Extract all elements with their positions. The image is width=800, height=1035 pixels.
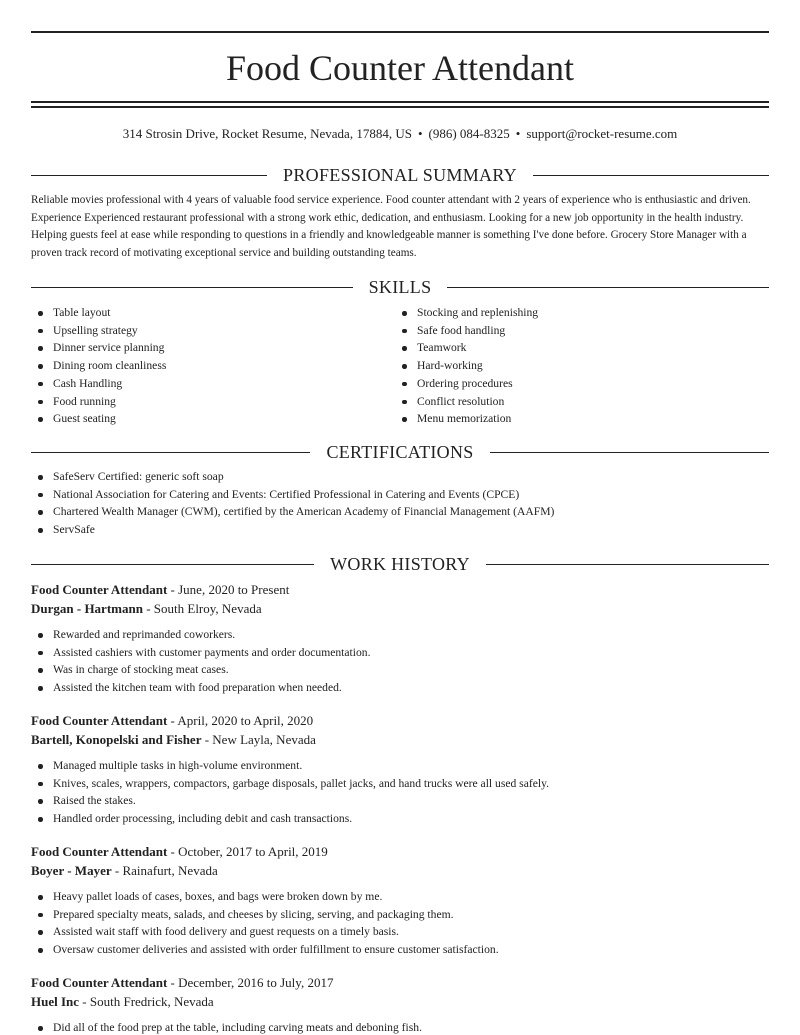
skill-item: Table layout: [31, 304, 391, 322]
job-company-line: [31, 731, 769, 750]
skills-list-left: [31, 304, 391, 428]
skill-item: Menu memorization: [395, 410, 769, 428]
job-bullet: Knives, scales, wrappers, compactors, garbage disposals, pallet jacks, and hand trucks were all used safely.: [31, 775, 769, 793]
job-company-line: [31, 862, 769, 881]
job-bullet: Assisted cashiers with customer payments and order documentation.: [31, 644, 769, 662]
section-header-skills: [31, 275, 769, 299]
skill-item: Teamwork: [395, 339, 769, 357]
job-location: - South Fredrick, Nevada: [79, 993, 214, 1009]
contact-email: support@rocket-resume.com: [526, 126, 678, 141]
job-entry: [31, 712, 769, 828]
skill-item: Safe food handling: [395, 322, 769, 340]
summary-text: Reliable movies professional with 4 years of valuable food service experience. Food counter attendant with 2 years of experience who is enthusiastic and driven. Experience Experienced restaurant professional with a strong work ethic, dedication, and enthusiasm. Looking for a new job opportunity in the health industry. Helping guests feel at ease while responding to questions in a friendly and knowledgeable manner is something I've done before. Grocery Store Manager with a proven track record of motivating exceptional service and building outstanding teams.: [31, 194, 751, 260]
certification-item: Chartered Wealth Manager (CWM), certified by the American Academy of Financial Management (AAFM): [31, 503, 769, 521]
job-location: - Rainafurt, Nevada: [111, 862, 218, 878]
skill-item: Food running: [31, 393, 391, 411]
section-rule: [486, 564, 769, 565]
job-bullet: Did all of the food prep at the table, including carving meats and deboning fish.: [31, 1019, 769, 1035]
job-bullets: [31, 1019, 769, 1035]
skill-item: Hard-working: [395, 357, 769, 375]
job-bullet: Handled order processing, including debit and cash transactions.: [31, 810, 769, 828]
certification-item: ServSafe: [31, 521, 769, 539]
top-rule: [31, 31, 769, 33]
job-bullets: [31, 757, 769, 828]
section-rule: [31, 175, 267, 176]
job-dates: - June, 2020 to Present: [167, 582, 290, 597]
job-bullet: Rewarded and reprimanded coworkers.: [31, 626, 769, 644]
job-company-line: [31, 993, 769, 1012]
contact-address: 314 Strosin Drive, Rocket Resume, Nevada, 17884, US: [122, 126, 412, 141]
section-header-certifications: [31, 440, 769, 464]
job-dates: - April, 2020 to April, 2020: [167, 713, 314, 728]
job-entry: [31, 581, 769, 697]
job-title-line: [31, 712, 769, 731]
job-dates: - October, 2017 to April, 2019: [167, 844, 328, 859]
certifications-list: [31, 468, 769, 539]
skill-item: Guest seating: [31, 410, 391, 428]
job-title-line: [31, 974, 769, 993]
section-rule: [447, 287, 769, 288]
section-title: PROFESSIONAL SUMMARY: [283, 165, 517, 185]
section-rule: [533, 175, 769, 176]
contact-phone: (986) 084-8325: [428, 126, 510, 141]
job-title: Food Counter Attendant: [31, 975, 168, 990]
job-title: Food Counter Attendant: [31, 582, 168, 597]
section-rule: [31, 564, 314, 565]
job-location: - New Layla, Nevada: [201, 731, 316, 747]
job-title: Food Counter Attendant: [31, 844, 168, 859]
job-title-line: [31, 843, 769, 862]
skill-item: Stocking and replenishing: [395, 304, 769, 322]
skill-item: Conflict resolution: [395, 393, 769, 411]
job-company: Bartell, Konopelski and Fisher: [31, 731, 202, 747]
job-bullet: Heavy pallet loads of cases, boxes, and bags were broken down by me.: [31, 888, 769, 906]
job-entry: [31, 843, 769, 959]
contact-line: [31, 125, 769, 143]
job-bullet: Managed multiple tasks in high-volume environment.: [31, 757, 769, 775]
job-bullet: Oversaw customer deliveries and assisted with order fulfillment to ensure customer satisfaction.: [31, 941, 769, 959]
section-rule: [31, 452, 310, 453]
section-title: WORK HISTORY: [330, 554, 470, 574]
certification-item: National Association for Catering and Events: Certified Professional in Catering and Events (CPCE): [31, 486, 769, 504]
certification-item: SafeServ Certified: generic soft soap: [31, 468, 769, 486]
job-company-line: [31, 600, 769, 619]
job-title-line: [31, 581, 769, 600]
section-rule: [490, 452, 769, 453]
section-title: SKILLS: [368, 277, 432, 297]
job-bullet: Raised the stakes.: [31, 792, 769, 810]
job-company: Boyer - Mayer: [31, 862, 112, 878]
job-entry: [31, 974, 769, 1035]
job-title: Food Counter Attendant: [31, 713, 168, 728]
skills-list-right: [395, 304, 769, 428]
job-bullet: Prepared specialty meats, salads, and cheeses by slicing, serving, and packaging them.: [31, 906, 769, 924]
title-rule-upper: [31, 101, 769, 103]
title-rule-lower: [31, 106, 769, 108]
skill-item: Cash Handling: [31, 375, 391, 393]
job-bullets: [31, 626, 769, 697]
job-dates: - December, 2016 to July, 2017: [167, 975, 334, 990]
skill-item: Dining room cleanliness: [31, 357, 391, 375]
job-bullet: Assisted the kitchen team with food preparation when needed.: [31, 679, 769, 697]
contact-separator: •: [515, 126, 521, 141]
contact-separator: •: [417, 126, 423, 141]
job-location: - South Elroy, Nevada: [142, 600, 262, 616]
job-company: Huel Inc: [31, 993, 80, 1009]
job-company: Durgan - Hartmann: [31, 600, 143, 616]
resume-title: Food Counter Attendant: [226, 48, 574, 88]
section-rule: [31, 287, 353, 288]
skill-item: Ordering procedures: [395, 375, 769, 393]
job-bullet: Assisted wait staff with food delivery and guest requests on a timely basis.: [31, 923, 769, 941]
job-bullet: Was in charge of stocking meat cases.: [31, 661, 769, 679]
skill-item: Dinner service planning: [31, 339, 391, 357]
section-title: CERTIFICATIONS: [326, 442, 474, 462]
skill-item: Upselling strategy: [31, 322, 391, 340]
section-header-summary: [31, 163, 769, 187]
job-bullets: [31, 888, 769, 959]
section-header-work-history: [31, 552, 769, 576]
